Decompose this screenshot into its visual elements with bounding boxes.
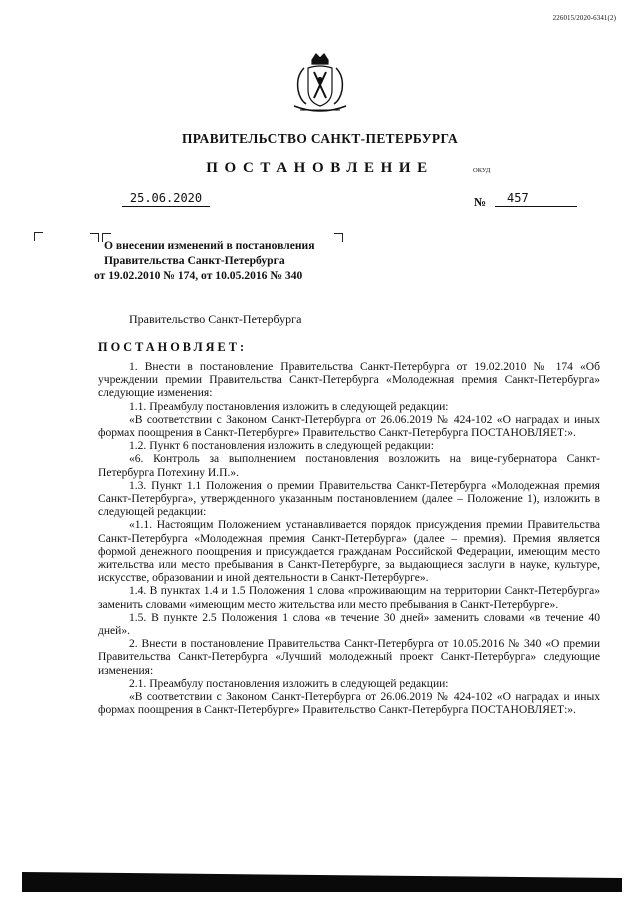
body-paragraph: 1.3. Пункт 1.1 Положения о премии Правительства Санкт-Петербурга «Молодежная премия Санкт-Петербурга», утвержденного указанным постановлением (далее – Положение 1), изложить в следующей редакции: xyxy=(98,479,600,519)
body-paragraph: «6. Контроль за выполнением постановления возложить на вице-губернатора Санкт-Петербурга Потехину И.П.». xyxy=(98,453,600,479)
number-sign: № xyxy=(474,195,487,209)
decree-date: 25.06.2020 xyxy=(122,191,210,207)
document-code: 226015/2020-6341(2) xyxy=(552,14,616,22)
body-paragraph: 2.1. Преамбулу постановления изложить в следующей редакции: xyxy=(129,677,449,690)
body-paragraph: «1.1. Настоящим Положением устанавливается порядок присуждения премии Правительства Санкт-Петербурга «Молодежная премия Санкт-Петербурга» (далее – премия). Премия является формой денежного поощрения и присуждается гражданам Российской Федерации, имеющим место жительства или место пребывания в Санкт-Петербурге, за выдающиеся заслуги в науке, культуре, искусстве, образовании и иной деятельности в Санкт-Петербурге». xyxy=(98,519,600,585)
body-paragraph: «В соответствии с Законом Санкт-Петербурга от 26.06.2019 № 424-102 «О наградах и иных формах поощрения в Санкт-Петербурге» Правительство Санкт-Петербурга ПОСТАНОВЛЯЕТ:». xyxy=(98,691,600,717)
body-paragraph: 1.5. В пункте 2.5 Положения 1 слова «в течение 30 дней» заменить словами «в течение 40 дней». xyxy=(98,611,600,638)
decree-body xyxy=(98,361,600,717)
corner-mark xyxy=(34,232,43,241)
body-paragraph: 2. Внести в постановление Правительства Санкт-Петербурга от 10.05.2016 № 340 «О премии Правительства Санкт-Петербурга «Лучший молодежный проект Санкт-Петербурга» следующие изменения: xyxy=(98,638,600,677)
corner-mark xyxy=(90,233,99,242)
decree-number: 457 xyxy=(495,191,577,207)
decrees-word: ПОСТАНОВЛЯЕТ: xyxy=(98,340,248,354)
decree-subject xyxy=(94,238,315,283)
body-paragraph: 1.4. В пунктах 1.4 и 1.5 Положения 1 слова «проживающим на территории Санкт-Петербурга» заменить словами «имеющим место жительства или место пребывания в Санкт-Петербурге». xyxy=(98,585,600,611)
decree-title: ПОСТАНОВЛЕНИЕ xyxy=(206,160,434,176)
subject-line: Правительства Санкт-Петербурга xyxy=(104,254,285,267)
intro-text: Правительство Санкт-Петербурга xyxy=(129,312,302,326)
government-heading: ПРАВИТЕЛЬСТВО САНКТ-ПЕТЕРБУРГА xyxy=(181,131,459,146)
subject-line: от 19.02.2010 № 174, от 10.05.2016 № 340 xyxy=(94,269,303,282)
subject-line: О внесении изменений в постановления xyxy=(104,239,315,252)
corner-mark xyxy=(334,233,343,242)
coat-of-arms-emblem-icon xyxy=(290,50,350,116)
body-paragraph: 1. Внести в постановление Правительства Санкт-Петербурга от 19.02.2010 № 174 «Об учреждении премии Правительства Санкт-Петербурга «Молодежная премия Санкт-Петербурга» следующие изменения: xyxy=(98,361,600,400)
body-paragraph: «В соответствии с Законом Санкт-Петербурга от 26.06.2019 № 424-102 «О наградах и иных формах поощрения в Санкт-Петербурге» Правительство Санкт-Петербурга ПОСТАНОВЛЯЕТ:». xyxy=(98,413,600,440)
okud-label: ОКУД xyxy=(473,167,491,174)
body-paragraph: 1.1. Преамбулу постановления изложить в следующей редакции: xyxy=(129,400,449,413)
body-paragraph: 1.2. Пункт 6 постановления изложить в следующей редакции: xyxy=(129,440,434,453)
footer-bar xyxy=(22,870,622,894)
